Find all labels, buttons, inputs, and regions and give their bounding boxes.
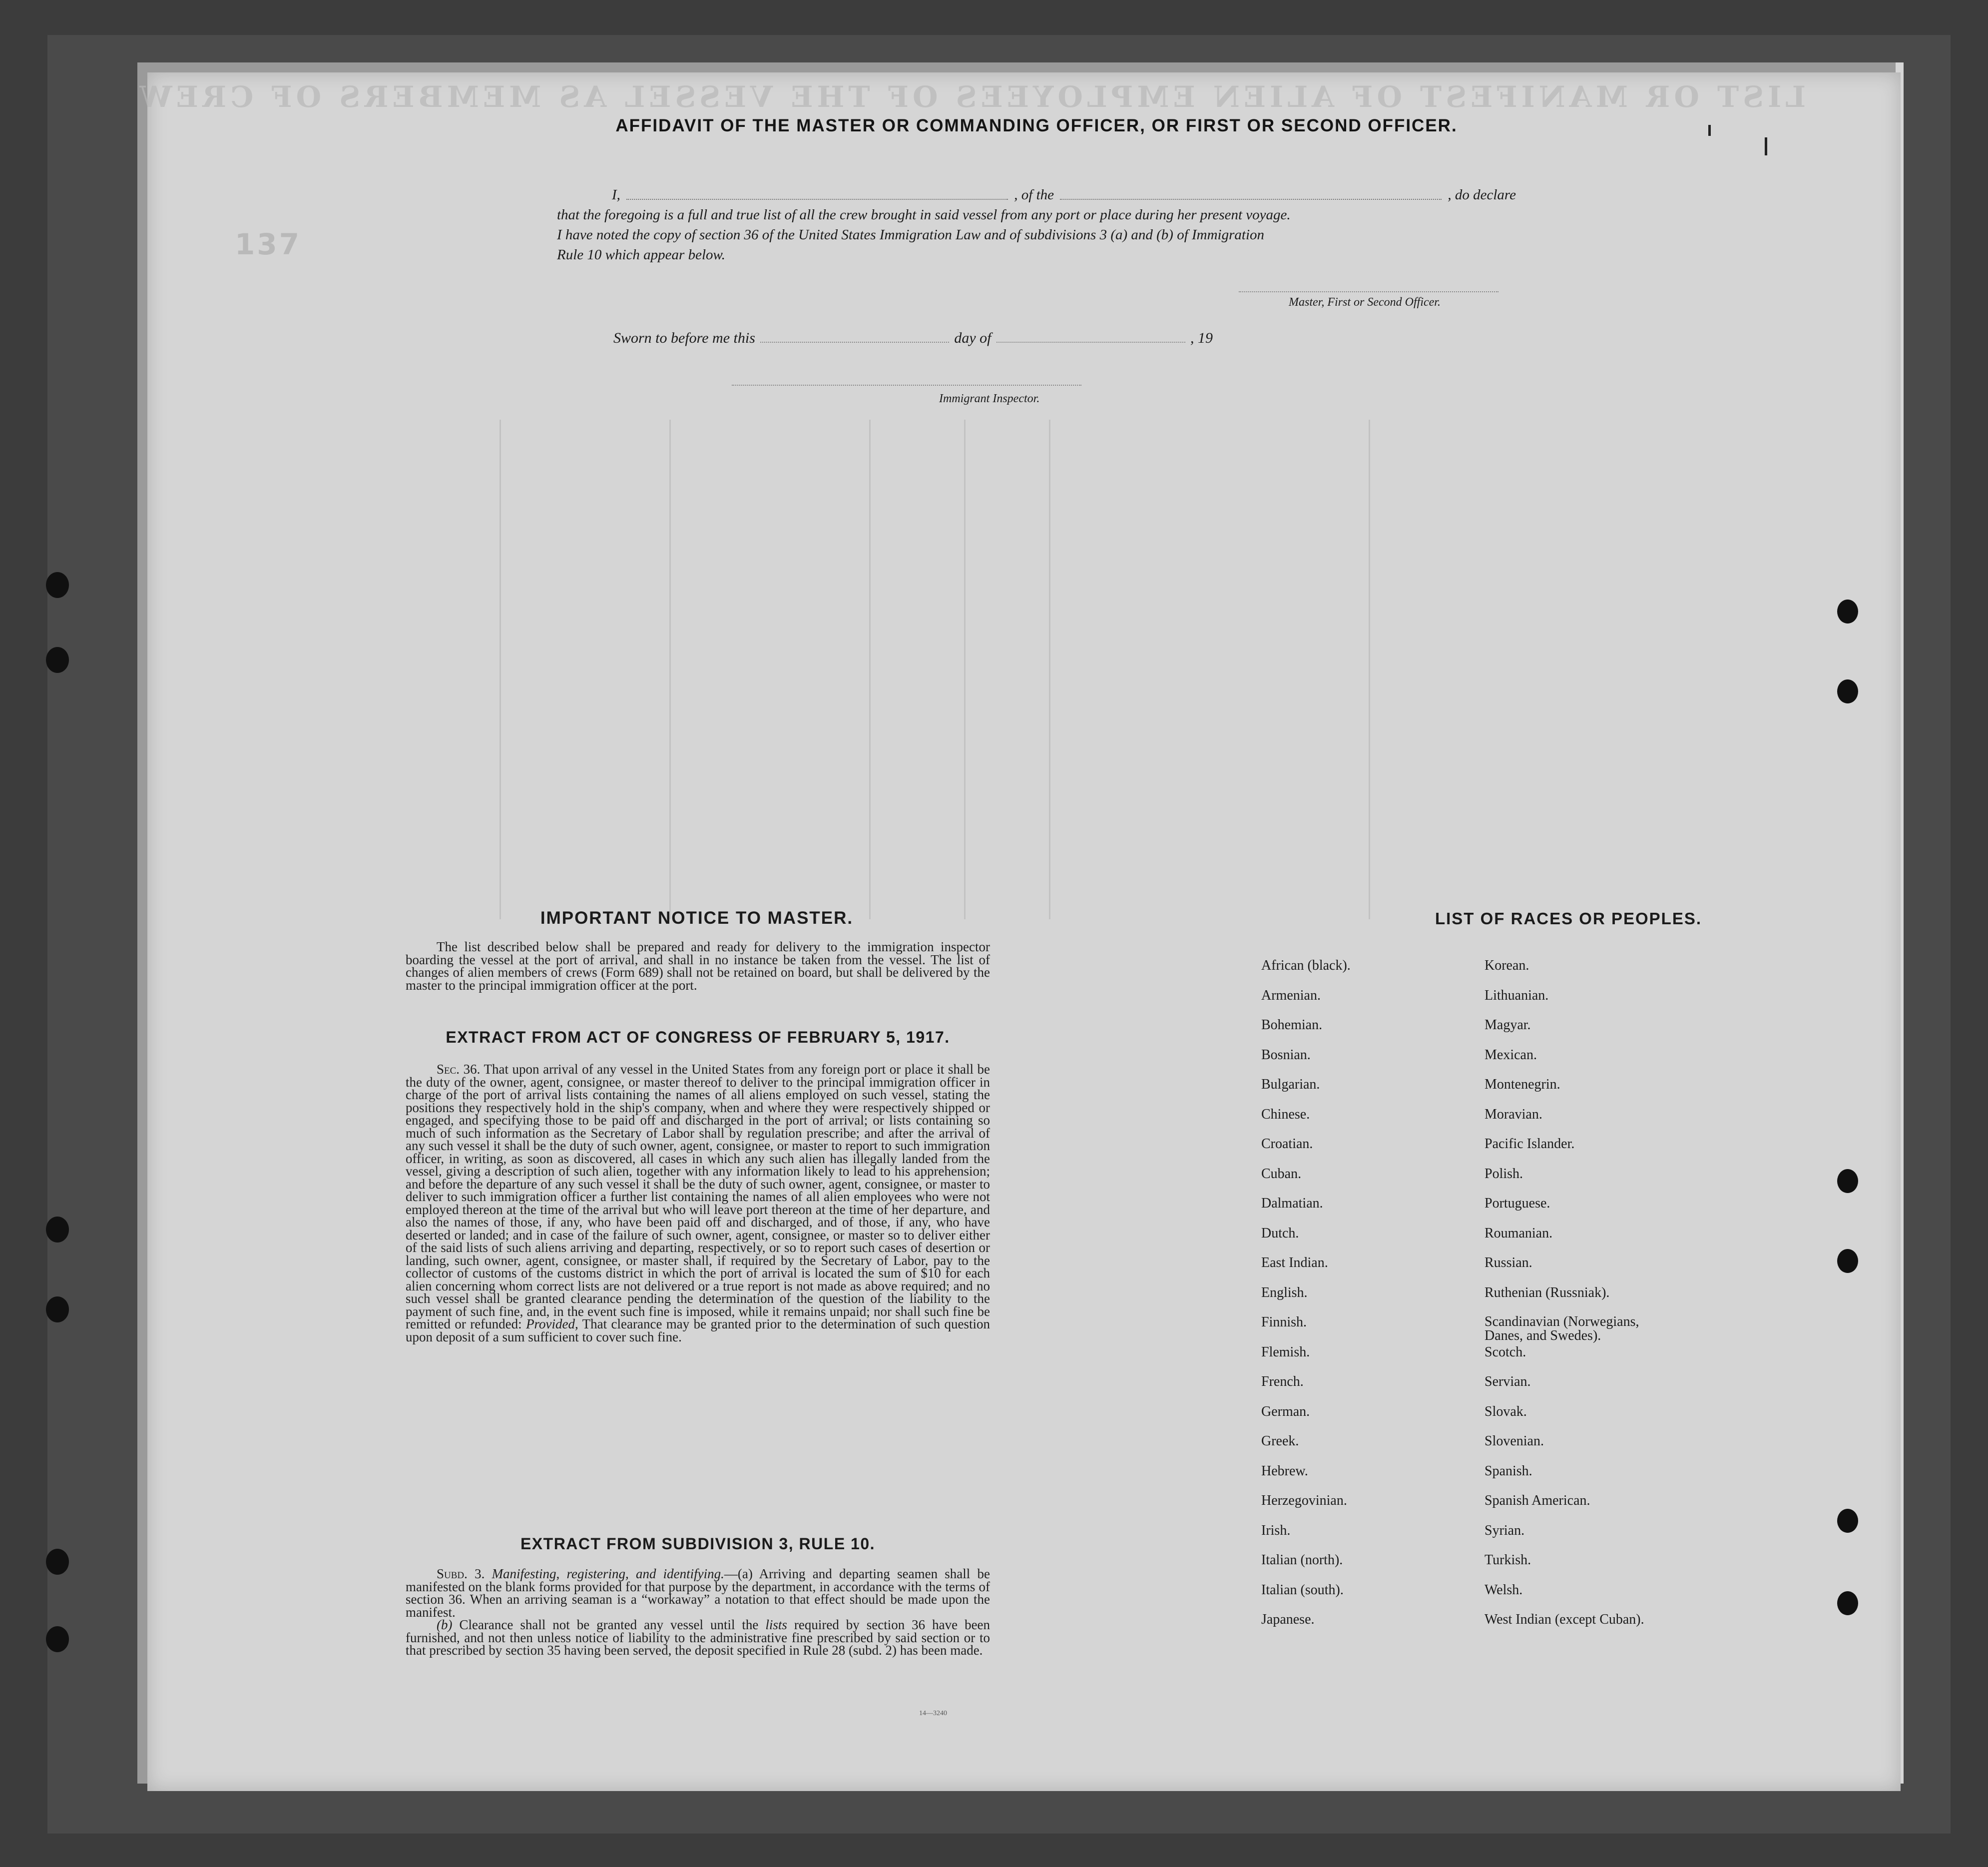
race-item: Bosnian. xyxy=(1261,1047,1311,1063)
race-item: French. xyxy=(1261,1374,1304,1389)
bleed-through-heading: LIST OR MANIFEST OF ALIEN EMPLOYEES OF THE VESSEL AS MEMBERS OF CREW xyxy=(135,80,1806,114)
race-item: Scotch. xyxy=(1485,1344,1526,1360)
race-item: Herzegovinian. xyxy=(1261,1493,1347,1508)
binder-hole xyxy=(1837,1591,1858,1615)
race-item: Lithuanian. xyxy=(1485,987,1549,1003)
inspector-label: Immigrant Inspector. xyxy=(939,392,1040,405)
subd-heading: Manifesting, registering, and identifying. xyxy=(492,1566,724,1581)
binder-hole xyxy=(46,1626,69,1652)
binder-hole xyxy=(46,572,69,598)
race-item: Russian. xyxy=(1485,1255,1532,1270)
race-item: Finnish. xyxy=(1261,1314,1307,1330)
binder-hole xyxy=(1837,1249,1858,1273)
race-item: Armenian. xyxy=(1261,987,1321,1003)
day-of-label: day of xyxy=(954,330,992,346)
race-item: Syrian. xyxy=(1485,1522,1525,1538)
race-item: Japanese. xyxy=(1261,1612,1315,1627)
day-blank[interactable] xyxy=(760,342,949,343)
binder-hole xyxy=(46,647,69,673)
affidavit-line-4: Rule 10 which appear below. xyxy=(557,247,725,263)
affidavit-title: AFFIDAVIT OF THE MASTER OR COMMANDING OFFICER, OR FIRST OR SECOND OFFICER. xyxy=(615,116,1458,135)
binder-hole xyxy=(1837,679,1858,703)
race-item: Cuban. xyxy=(1261,1166,1302,1182)
races-left-column xyxy=(1261,958,1351,1642)
race-item: Korean. xyxy=(1485,958,1529,973)
notice-title: IMPORTANT NOTICE TO MASTER. xyxy=(540,908,854,928)
para-b-pre: Clearance shall not be granted any vessel until the xyxy=(459,1617,759,1632)
act-extract-title: EXTRACT FROM ACT OF CONGRESS OF FEBRUARY 5, 1917. xyxy=(446,1028,950,1046)
rule-extract-text xyxy=(406,1568,990,1657)
inspector-signature-line[interactable] xyxy=(732,385,1081,386)
race-item: Welsh. xyxy=(1485,1582,1523,1598)
binder-hole xyxy=(46,1549,69,1575)
sworn-line xyxy=(613,330,1213,347)
year-prefix: , 19 xyxy=(1190,330,1213,346)
vessel-blank[interactable] xyxy=(1060,185,1442,200)
race-item: Roumanian. xyxy=(1485,1225,1553,1241)
race-item: West Indian (except Cuban). xyxy=(1485,1612,1644,1627)
affidavit-of-the: , of the xyxy=(1014,187,1054,203)
race-item: Italian (north). xyxy=(1261,1552,1343,1568)
signature-label: Master, First or Second Officer. xyxy=(1289,296,1441,309)
affidavit-i-label: I, xyxy=(612,187,620,203)
para-b-label: (b) xyxy=(437,1617,453,1632)
affidavit-do-declare: , do declare xyxy=(1448,187,1516,203)
bleed-through-page-number: 137 xyxy=(235,227,302,261)
binder-hole xyxy=(46,1296,69,1322)
margin-mark xyxy=(1708,125,1711,136)
act-body-tail: That clearance may be granted prior to the determination of such question upon deposit of a sum sufficient to cover such fine. xyxy=(406,1316,991,1344)
race-item: Irish. xyxy=(1261,1522,1291,1538)
rule-extract-title: EXTRACT FROM SUBDIVISION 3, RULE 10. xyxy=(520,1535,876,1553)
race-item: Ruthenian (Russniak). xyxy=(1485,1284,1610,1300)
race-item: East Indian. xyxy=(1261,1255,1328,1270)
race-item: Slovenian. xyxy=(1485,1433,1544,1449)
race-item: Magyar. xyxy=(1485,1017,1531,1033)
form-number: 14—3240 xyxy=(919,1710,947,1717)
race-item: Bohemian. xyxy=(1261,1017,1323,1033)
race-item: Pacific Islander. xyxy=(1485,1136,1575,1152)
affidavit-body xyxy=(557,185,1516,265)
notice-body: The list described below shall be prepared and ready for delivery to the immigration inspector boarding the vessel at the port of arrival, and shall in no instance be taken from the vessel. The list of changes of alien members of crews (Form 689) shall not be retained on board, but shall be delivered by the master to the principal immigration officer at the port. xyxy=(406,939,990,993)
race-item: Bulgarian. xyxy=(1261,1077,1320,1092)
para-b-italic: lists xyxy=(765,1617,787,1632)
race-item: Slovak. xyxy=(1485,1403,1527,1419)
binder-hole xyxy=(1837,600,1858,623)
races-title: LIST OF RACES OR PEOPLES. xyxy=(1435,909,1702,928)
race-item: Flemish. xyxy=(1261,1344,1310,1360)
race-item: Dutch. xyxy=(1261,1225,1299,1241)
sworn-prefix: Sworn to before me this xyxy=(613,330,755,346)
para-a: —(a) Arriving and departing seamen shall be manifested on the blank forms provided for that purpose by the department, in accordance with the terms of section 36. When an arriving seaman is a “workaway” a notation to that effect should be made upon the manifest. xyxy=(406,1566,990,1620)
race-item: English. xyxy=(1261,1284,1308,1300)
race-item: Chinese. xyxy=(1261,1106,1310,1122)
act-body: That upon arrival of any vessel in the United States from any foreign port or place it shall be the duty of the owner, agent, consignee, or master thereof to deliver to the principal immigration officer in charge of the port of arrival lists containing the names of all aliens employed on such vessel, stating the positions they respectively hold in the ship's company, when and where they were respectively shipped or engaged, and specifying those to be paid off and discharged in the port of arrival; or lists containing so much of such information as the Secretary of Labor shall by regulation prescribe; and after the arrival of any such vessel it shall be the duty of such owner, agent, consignee, or master to report to such immigration officer, in writing, as soon as discovered, all cases in which any such alien has illegally landed from the vessel, giving a description of such alien, together with any information likely to lead to his apprehension; and before the departure of any such vessel it shall be the duty of such owner, agent, consignee, or master to deliver to such immigration officer a further list containing the names of all alien employees who were not employed thereon at the time of the arrival but who will leave port thereon at the time of her departure, and also the names of those, if any, who have been paid off and discharged, and of those, if any, who have deserted or landed; and in case of the failure of such owner, agent, consignee, or master so to deliver either of the said lists of such aliens arriving and departing, respectively, or so to report such cases of desertion or landing, such owner, agent, consignee, or master shall, if required by the Secretary of Labor, pay to the collector of customs of the customs district in which the port of arrival is located the sum of $10 for each alien concerning whom correct lists are not delivered or a true report is not made as above required; and no such vessel shall be granted clearance pending the determination of the question of the liability to the payment of such fine, and, in the event such fine is imposed, while it remains unpaid; nor shall such fine be remitted or refunded: xyxy=(406,1062,991,1331)
race-item: Moravian. xyxy=(1485,1106,1542,1122)
affidavit-line-2: that the foregoing is a full and true list of all the crew brought in said vessel from any port or place during her present voyage. xyxy=(557,207,1291,223)
race-item: Mexican. xyxy=(1485,1047,1537,1063)
race-item: Spanish. xyxy=(1485,1463,1532,1479)
races-right-column xyxy=(1485,958,1644,1642)
race-item: Servian. xyxy=(1485,1374,1531,1389)
binder-hole xyxy=(1837,1509,1858,1533)
race-item: Montenegrin. xyxy=(1485,1077,1560,1092)
race-item: Greek. xyxy=(1261,1433,1299,1449)
provided-label: Provided, xyxy=(526,1316,578,1331)
race-item: Turkish. xyxy=(1485,1552,1531,1568)
act-extract-text xyxy=(406,1063,990,1343)
race-item: Polish. xyxy=(1485,1166,1523,1182)
signature-line[interactable] xyxy=(1239,291,1498,292)
race-item: African (black). xyxy=(1261,958,1351,973)
margin-mark xyxy=(1765,137,1767,155)
race-item: Scandinavian (Norwegians, Danes, and Swedes). xyxy=(1485,1314,1639,1343)
sec-label: Sec. 36. xyxy=(437,1062,481,1077)
name-blank[interactable] xyxy=(626,185,1008,200)
race-item: Italian (south). xyxy=(1261,1582,1344,1598)
binder-hole xyxy=(46,1217,69,1243)
subd-label: Subd. 3. xyxy=(437,1566,485,1581)
para-b-post: required by section 36 have been furnished, and not then unless notice of liability to the administrative fine prescribed by said section or to that prescribed by section 35 having been served, the deposit specified in Rule 28 (subd. 2) has been made. xyxy=(406,1617,991,1658)
race-item: Dalmatian. xyxy=(1261,1196,1323,1211)
affidavit-line-3: I have noted the copy of section 36 of the United States Immigration Law and of subdivisions 3 (a) and (b) of Immigration xyxy=(557,227,1265,243)
month-blank[interactable] xyxy=(996,342,1185,343)
race-item: Croatian. xyxy=(1261,1136,1313,1152)
race-item: Portuguese. xyxy=(1485,1196,1550,1211)
race-item: Hebrew. xyxy=(1261,1463,1308,1479)
notice-text xyxy=(406,941,990,992)
race-item: Spanish American. xyxy=(1485,1493,1590,1508)
race-item: German. xyxy=(1261,1403,1310,1419)
bleed-through-table xyxy=(330,420,1728,919)
binder-hole xyxy=(1837,1169,1858,1193)
